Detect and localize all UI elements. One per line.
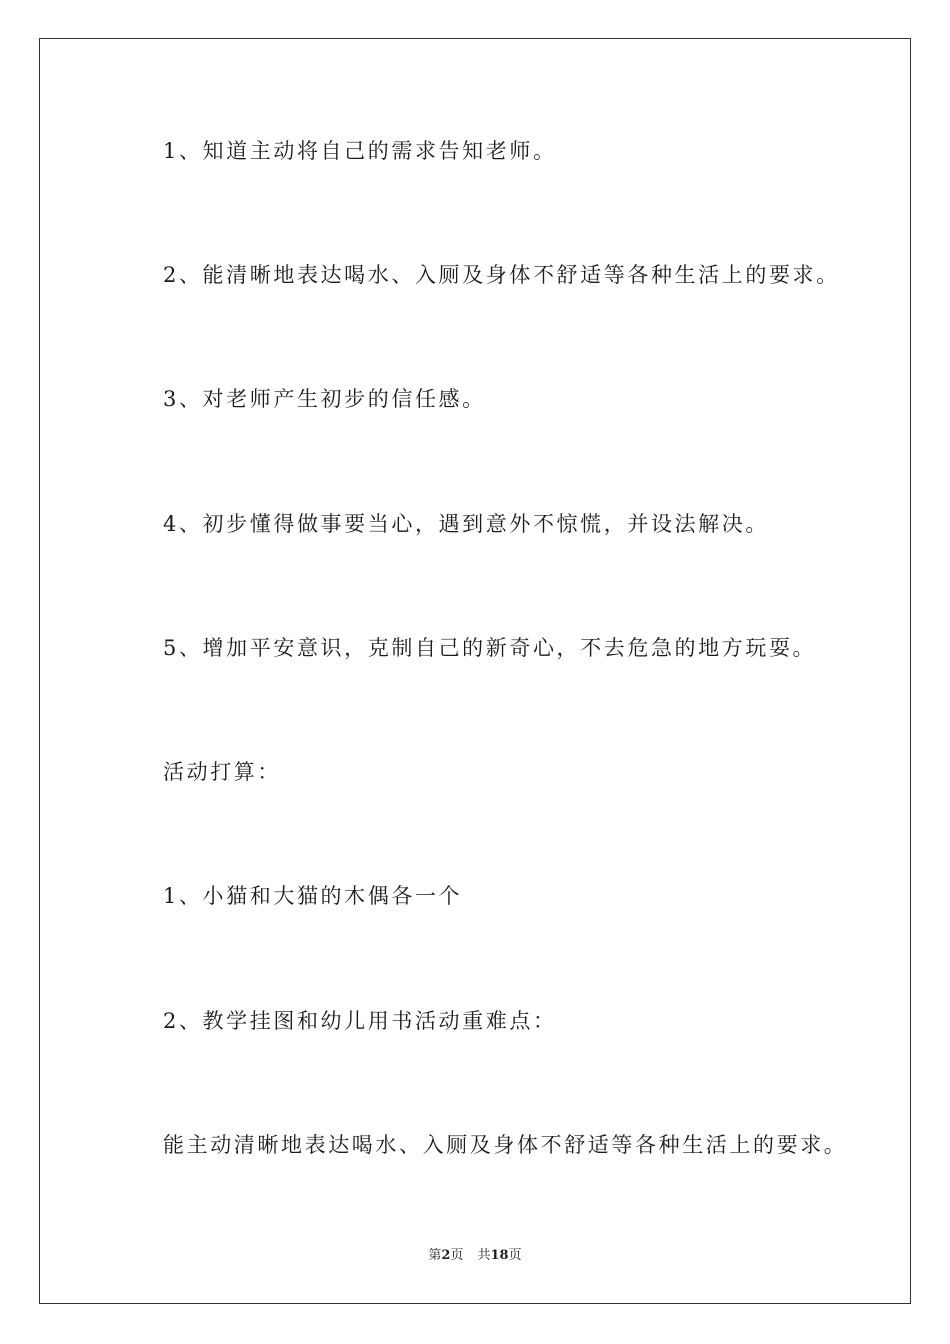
objective-4: 4、初步懂得做事要当心，遇到意外不惊慌，并设法解决。: [163, 512, 769, 536]
prep-item-2: 2、教学挂图和幼儿用书活动重难点：: [163, 1009, 557, 1033]
objective-1: 1、知道主动将自己的需求告知老师。: [163, 139, 557, 163]
objective-5: 5、增加平安意识，克制自己的新奇心，不去危急的地方玩耍。: [163, 636, 817, 660]
total-suffix: 页: [508, 1248, 522, 1263]
total-pages: 18: [490, 1248, 509, 1263]
page-frame: [39, 38, 911, 1304]
objective-3: 3、对老师产生初步的信任感。: [163, 387, 486, 411]
page-number: 2: [441, 1248, 451, 1263]
page-suffix: 页: [450, 1248, 464, 1263]
total-prefix: 共: [477, 1248, 491, 1263]
page-footer: [0, 1247, 950, 1265]
prep-item-1: 1、小猫和大猫的木偶各一个: [163, 884, 463, 908]
page-prefix: 第: [428, 1248, 442, 1263]
section-heading-activity-prep: 活动打算：: [163, 760, 281, 784]
objective-2: 2、能清晰地表达喝水、入厕及身体不舒适等各种生活上的要求。: [163, 263, 840, 287]
key-difficulty-text: 能主动清晰地表达喝水、入厕及身体不舒适等各种生活上的要求。: [163, 1133, 848, 1157]
